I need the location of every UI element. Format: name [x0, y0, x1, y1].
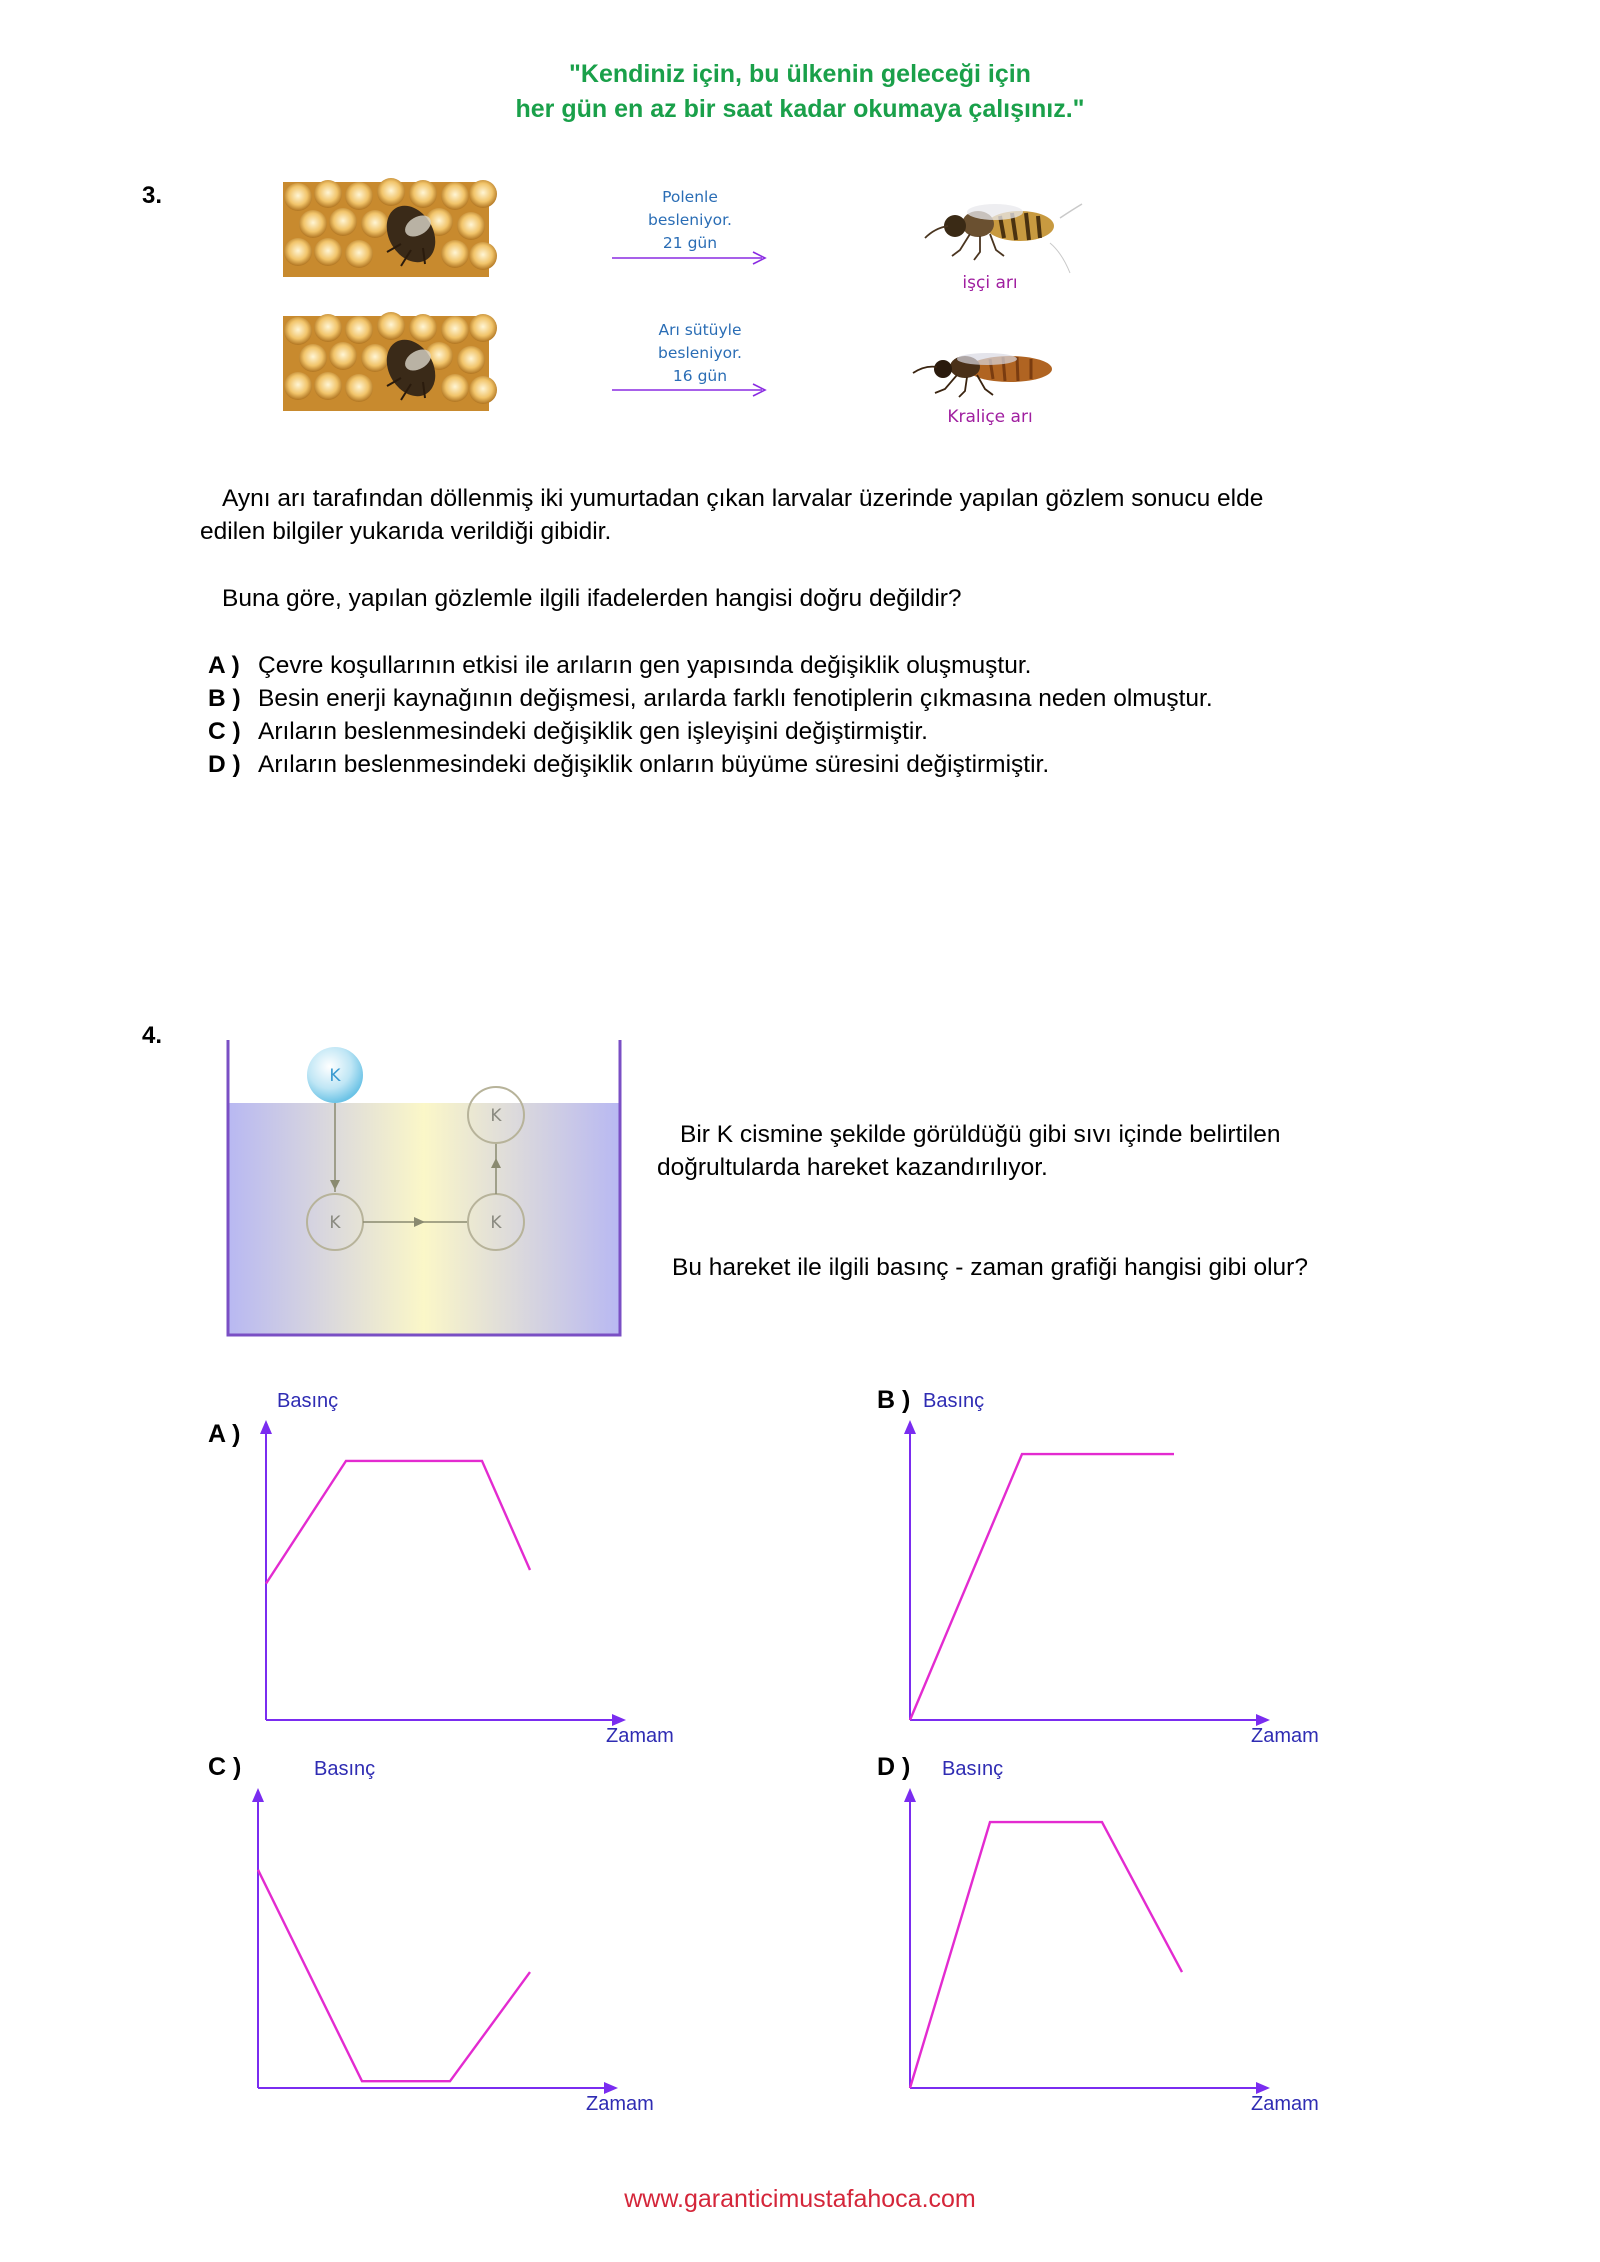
question-4-prompt: Bu hareket ile ilgili basınç - zaman grafiği hangisi gibi olur? [672, 1254, 1308, 1281]
question-3-prompt: Buna göre, yapılan gözlemle ilgili ifadelerden hangisi doğru değildir? [222, 585, 962, 612]
question-4-stem-line-1: Bir K cismine şekilde görüldüğü gibi sıvı içinde belirtilen [680, 1121, 1281, 1148]
pressure-series-line [910, 1454, 1174, 1720]
pressure-series-line [258, 1870, 530, 2081]
question-4-stem-line-2: doğrultularda hareket kazandırılıyor. [657, 1154, 1048, 1181]
option-c-text: Arıların beslenmesindeki değişiklik gen işleyişini değiştirmiştir. [258, 718, 928, 745]
graph-a-x-axis-label: Zamam [606, 1725, 674, 1747]
liquid-container-diagram [222, 1040, 622, 1340]
x-axis-arrow-icon [604, 2082, 618, 2094]
arrow-1-icon [612, 250, 772, 266]
arrow-2-caption [625, 319, 775, 388]
arrow-2-icon [612, 382, 772, 398]
worker-bee-label: işçi arı [962, 273, 1018, 293]
graph-d-label[interactable]: D ) [877, 1753, 911, 1781]
graph-c-y-axis-label: Basınç [314, 1758, 376, 1780]
arrow-2-caption-line-2: besleniyor. [658, 344, 742, 362]
footer-url[interactable]: www.garanticimustafahoca.com [624, 2185, 976, 2213]
option-a-text: Çevre koşullarının etkisi ile arıların gen yapısında değişiklik oluşmuştur. [258, 652, 1032, 679]
worker-bee-image [900, 198, 1085, 278]
question-3-option-b[interactable] [208, 682, 1213, 715]
option-d-text: Arıların beslenmesindeki değişiklik onların büyüme süresini değiştirmiştir. [258, 751, 1050, 778]
queen-bee-label: Kraliçe arı [947, 407, 1033, 427]
graph-c[interactable] [232, 1778, 692, 2108]
honeycomb-larva-image-2 [283, 316, 489, 411]
x-axis-arrow-icon [1256, 2082, 1270, 2094]
graph-a-label[interactable]: A ) [208, 1420, 241, 1448]
graph-a[interactable] [240, 1410, 700, 1740]
queen-bee-image [905, 345, 1055, 400]
arrow-2-caption-line-3: 16 gün [672, 367, 728, 385]
question-3-option-c[interactable] [208, 715, 928, 748]
arrow-1-caption-line-2: besleniyor. [648, 211, 732, 229]
x-axis-arrow-icon [612, 1714, 626, 1726]
y-axis-arrow-icon [252, 1788, 264, 1802]
option-d-label: D ) [208, 751, 241, 778]
honeycomb-larva-image-1 [283, 182, 489, 277]
y-axis-arrow-icon [260, 1420, 272, 1434]
y-axis-arrow-icon [904, 1788, 916, 1802]
graph-c-x-axis-label: Zamam [586, 2093, 654, 2115]
object-k-start: K [329, 1066, 341, 1086]
arrow-1-caption [615, 186, 765, 255]
question-3-stem-line-2: edilen bilgiler yukarıda verildiği gibidir. [200, 518, 612, 545]
graph-a-y-axis-label: Basınç [277, 1390, 339, 1412]
question-3-option-d[interactable] [208, 748, 1049, 781]
question-3-option-a[interactable] [208, 649, 1031, 682]
graph-b-x-axis-label: Zamam [1251, 1725, 1319, 1747]
motto-line-1: "Kendiniz için, bu ülkenin geleceği için [569, 60, 1031, 88]
pressure-series-line [266, 1461, 530, 1584]
option-b-text: Besin enerji kaynağının değişmesi, arılarda farklı fenotiplerin çıkmasına neden olmuştur. [258, 685, 1213, 712]
graph-d[interactable] [884, 1778, 1344, 2108]
option-a-label: A ) [208, 652, 240, 679]
pressure-series-line [910, 1822, 1182, 2088]
x-axis-arrow-icon [1256, 1714, 1270, 1726]
question-3-stem-line-1: Aynı arı tarafından döllenmiş iki yumurtadan çıkan larvalar üzerinde yapılan gözlem sonucu elde [222, 485, 1264, 512]
object-k-bottom-right: K [490, 1213, 502, 1233]
motto-line-2: her gün en az bir saat kadar okumaya çalışınız." [515, 95, 1085, 123]
question-3-number: 3. [142, 182, 163, 209]
arrow-1-caption-line-1: Polenle [662, 188, 718, 206]
graph-d-x-axis-label: Zamam [1251, 2093, 1319, 2115]
arrow-1-caption-line-3: 21 gün [662, 234, 718, 252]
object-k-top-right: K [490, 1106, 502, 1126]
option-b-label: B ) [208, 685, 241, 712]
y-axis-arrow-icon [904, 1420, 916, 1434]
graph-b[interactable] [884, 1410, 1344, 1740]
question-4-number: 4. [142, 1022, 163, 1049]
option-c-label: C ) [208, 718, 241, 745]
graph-d-y-axis-label: Basınç [942, 1758, 1004, 1780]
object-k-bottom-left: K [329, 1213, 341, 1233]
graph-c-label[interactable]: C ) [208, 1753, 242, 1781]
graph-b-label[interactable]: B ) [877, 1386, 911, 1414]
arrow-2-caption-line-1: Arı sütüyle [658, 321, 742, 339]
graph-b-y-axis-label: Basınç [923, 1390, 985, 1412]
